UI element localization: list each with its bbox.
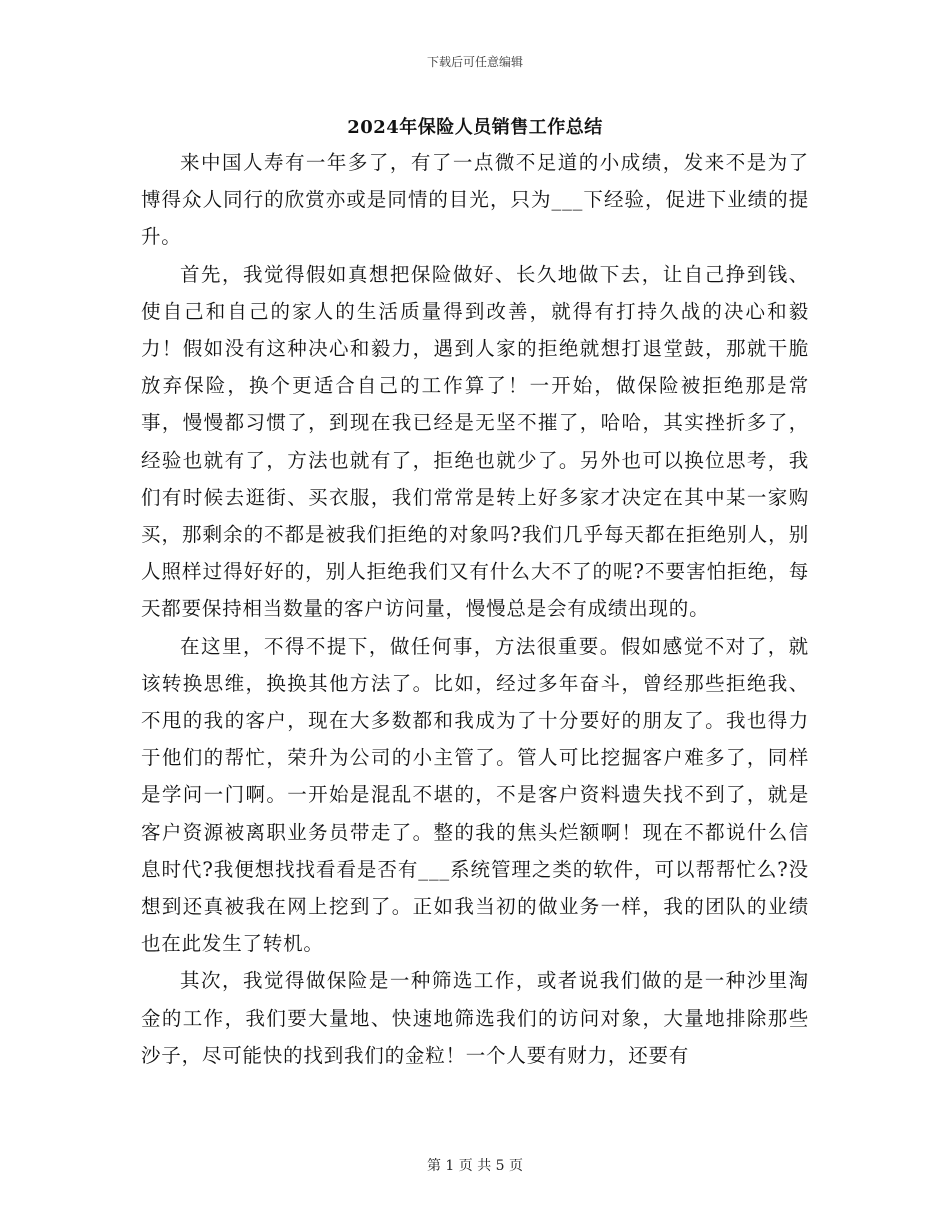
paragraph-persistence: 首先，我觉得假如真想把保险做好、长久地做下去，让自己挣到钱、使自己和自己的家人的生活质量得到改善，就得有打持久战的决心和毅力！假如没有这种决心和毅力，遇到人家的拒绝就想打退堂鼓，那就干脆放弃保险，换个更适合自己的工作算了！一开始，做保险被拒绝那是常事，慢慢都习惯了，到现在我已经是无坚不摧了，哈哈，其实挫折多了，经验也就有了，方法也就有了，拒绝也就少了。另外也可以换位思考，我们有时候去逛街、买衣服，我们常常是转上好多家才决定在其中某一家购买，那剩余的不都是被我们拒绝的对象吗?我们几乎每天都在拒绝别人，别人照样过得好好的，别人拒绝我们又有什么大不了的呢?不要害怕拒绝，每天都要保持相当数量的客户访问量，慢慢总是会有成绩出现的。: [141, 262, 809, 621]
paragraph-screening: 其次，我觉得做保险是一种筛选工作，或者说我们做的是一种沙里淘金的工作，我们要大量地、快速地筛选我们的访问对象，大量地排除那些沙子，尽可能快的找到我们的金粒！一个人要有财力，还要有: [141, 969, 809, 1067]
paragraph-methods: 在这里，不得不提下，做任何事，方法很重要。假如感觉不对了，就该转换思维，换换其他方法了。比如，经过多年奋斗，曾经那些拒绝我、不甩的我的客户，现在大多数都和我成为了十分要好的朋友了。我也得力于他们的帮忙，荣升为公司的小主管了。管人可比挖掘客户难多了，同样是学问一门啊。一开始是混乱不堪的，不是客户资料遗失找不到了，就是客户资源被离职业务员带走了。整的我的焦头烂额啊！现在不都说什么信息时代?我便想找找看看是否有___系统管理之类的软件，可以帮帮忙么?没想到还真被我在网上挖到了。正如我当初的做业务一样，我的团队的业绩也在此发生了转机。: [141, 634, 809, 956]
document-title: 2024年保险人员销售工作总结: [347, 117, 603, 138]
paragraph-intro: 来中国人寿有一年多了，有了一点微不足道的小成绩，发来不是为了博得众人同行的欣赏亦或是同情的目光，只为___下经验，促进下业绩的提升。: [141, 151, 809, 249]
page-header-note: 下载后可任意编辑: [426, 55, 523, 69]
page-number: 第 1 页 共 5 页: [426, 1158, 524, 1174]
document-body: [141, 144, 809, 1074]
